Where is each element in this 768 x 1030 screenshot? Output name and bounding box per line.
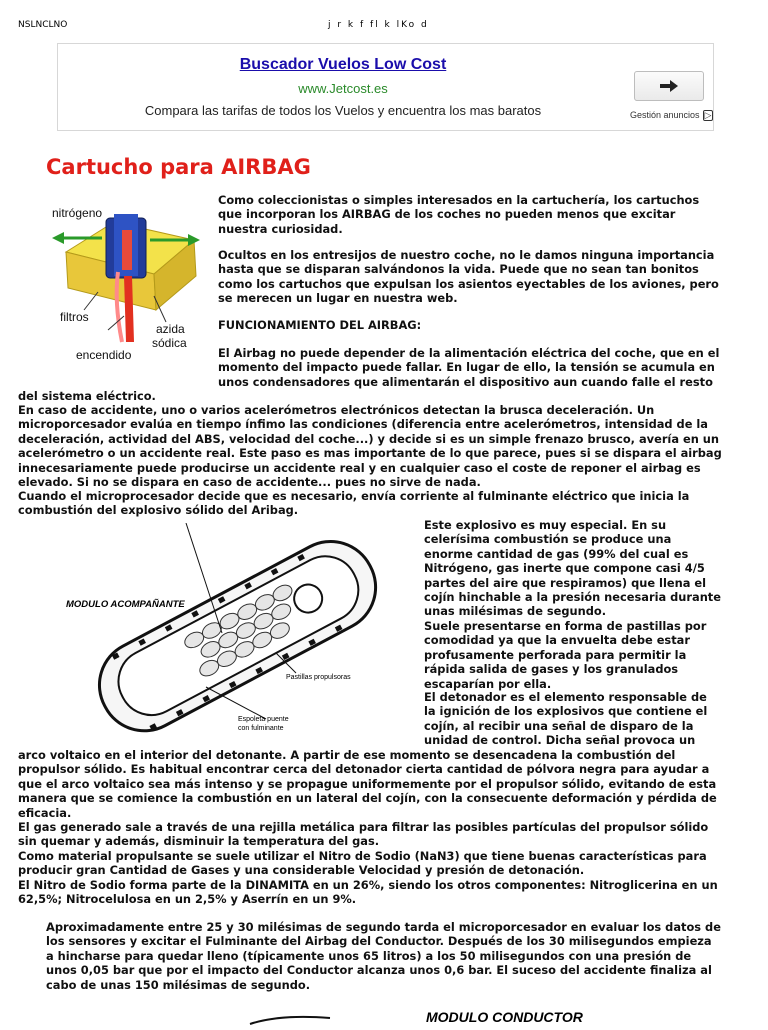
airbag-paragraph-3: Cuando el microprocesador decide que es necesario, envía corriente al fulminante eléctrico que inicia la combustión del explosivo sólido del Aribag. bbox=[18, 489, 690, 518]
detonator-paragraph-a: El detonador es el elemento responsable de la ignición de los explosivos que contiene el cojín, al recibir una señal de disparo de la unidad de control. Dicha señal provoca un bbox=[424, 690, 708, 748]
ad-choices-icon: ▷ bbox=[704, 110, 712, 120]
airbag-paragraph-2: En caso de accidente, uno o varios acelerómetros electrónicos detectan la brusca deceleración. Un microporcesador evalúa en tiempo ínfimo las condiciones (diferencia entre acelerómetros, intensidad de la deceleración, actividad del ABS, velocidad del coche...) y decide si es un simple frenazo brusco, avería en un acelerómetro o un accidente real. Este paso es mas importante de lo que parece, pues si se dispara el airbag innecesariamente puede producirse un accidente real y en cualquier caso el coste de reponer el airbag es elevado. Si no se dispara en caso de accidente... pues no sirve de nada. bbox=[18, 403, 722, 490]
companion-module-diagram bbox=[46, 523, 420, 745]
fig2-module-label: MODULO ACOMPAÑANTE bbox=[66, 599, 185, 610]
section-heading: FUNCIONAMIENTO DEL AIRBAG: bbox=[218, 318, 422, 332]
gas-paragraph: El gas generado sale a través de una rejilla metálica para filtrar las posibles partículas del propulsor sólido sin quemar y además, disminuir la temperatura del gas. bbox=[18, 820, 709, 849]
fig2-pellets-label: Pastillas propulsoras bbox=[286, 674, 351, 681]
detonator-paragraph-b: arco voltaico en el interior del detonante. A partir de ese momento se desencadena la combustión del propulsor sólido. Es habitual encontrar cerca del detonador cierta cantidad de pólvora negra para ayudar a que el arco voltaico sea más intenso y se propague uniformemente por el propulsor sólido, evitando de esta manera que se comience la combustión en un lateral del cojín, con la consecuente deformación y pérdida de eficacia. bbox=[18, 748, 717, 820]
fig2-squib-label-1: Espoleta puente bbox=[238, 716, 289, 723]
arrow-right-icon bbox=[660, 80, 678, 92]
fig3-label: MODULO CONDUCTOR bbox=[426, 1009, 583, 1025]
ad-manage-link[interactable] bbox=[630, 110, 713, 121]
intro-paragraph-2: Ocultos en los entresijos de nuestro coche, no le damos ninguna importancia hasta que se disparan salvándonos la vida. Puede que no sean tan bonitos como los cartuchos que expulsan los asientos eyectables de los aviones, pero se merecen un lugar en nuestra web. bbox=[218, 248, 719, 306]
fig2-squib-label-2: con fulminante bbox=[238, 725, 284, 732]
dynamite-paragraph: El Nitro de Sodio forma parte de la DINAMITA en un 26%, siendo los otros componentes: Nitroglicerina en un 62,5%; Nitrocelulosa en un 2,5% y Aserrín en un 9%. bbox=[18, 878, 718, 907]
airbag-paragraph-1b: del sistema eléctrico. bbox=[18, 389, 156, 403]
pellets-paragraph: Suele presentarse en forma de pastillas por comodidad ya que la envuelta debe estar profusamente perforada para permitir la rápida salida de gases y los granulados escaparían por ella. bbox=[424, 619, 707, 691]
label-nitrogen: nitrógeno bbox=[52, 206, 103, 220]
ad-title-link[interactable]: Buscador Vuelos Low Cost bbox=[239, 56, 447, 73]
propellant-paragraph: Como material propulsante se suele utilizar el Nitro de Sodio (NaN3) que tiene buenas características para producir gran Cantidad de Gases y una considerable Velocidad y presión de detonación. bbox=[18, 849, 707, 878]
explosive-paragraph: Este explosivo es muy especial. En su celerísima combustión se produce una enorme cantidad de gas (99% del cual es Nitrógeno, gas inerte que compone casi 4/5 partes del aire que respiramos) que llena el cojín hinchable a la presión necesaria durante unas milésimas de segundo. bbox=[424, 518, 721, 619]
ad-banner[interactable] bbox=[57, 43, 714, 131]
site-code: NSLNCLNO bbox=[18, 20, 68, 30]
label-filters: filtros bbox=[60, 310, 89, 324]
ad-description: Compara las tarifas de todos los Vuelos y encuentra los mas baratos bbox=[144, 103, 542, 118]
ad-go-button[interactable] bbox=[634, 71, 704, 101]
timing-paragraph: Aproximadamente entre 25 y 30 milésimas de segundo tarda el microporcesador en evaluar los datos de los sensores y excitar el Fulminante del Airbag del Conductor. Después de los 30 milisegundos empieza a hincharse para quedar lleno (típicamente unos 65 litros) a los 50 milisegundos con una presión de unos 0,05 bar que por el impacto del Conductor alcanza unos 0,6 bar. El suceso del accidente finaliza al cabo de unas 150 milésimas de segundo. bbox=[46, 920, 721, 992]
ad-url-link[interactable]: www.Jetcost.es bbox=[298, 81, 388, 96]
label-ignition: encendido bbox=[76, 348, 132, 362]
top-bar bbox=[18, 20, 750, 34]
page-title: Cartucho para AIRBAG bbox=[46, 155, 311, 179]
site-header-text: j r k f fl k lKo d bbox=[328, 20, 429, 30]
airbag-paragraph-1a: El Airbag no puede depender de la alimentación eléctrica del coche, que en el momento del impacto puede fallar. En lugar de ello, la tensión se acumula en unos condensadores que alimentarán el dispositivo aun cuando falle el resto bbox=[218, 346, 720, 389]
intro-paragraph-1: Como coleccionistas o simples interesados en la cartuchería, los cartuchos que incorporan los AIRBAG de los coches no pueden menos que excitar nuestra curiosidad. bbox=[218, 193, 700, 236]
label-azide-2: sódica bbox=[152, 336, 187, 350]
label-azide-1: azida bbox=[156, 322, 185, 336]
cartridge-diagram-image bbox=[44, 192, 216, 368]
driver-module-diagram bbox=[240, 1004, 620, 1026]
ad-manage-label: Gestión anuncios bbox=[630, 110, 700, 120]
